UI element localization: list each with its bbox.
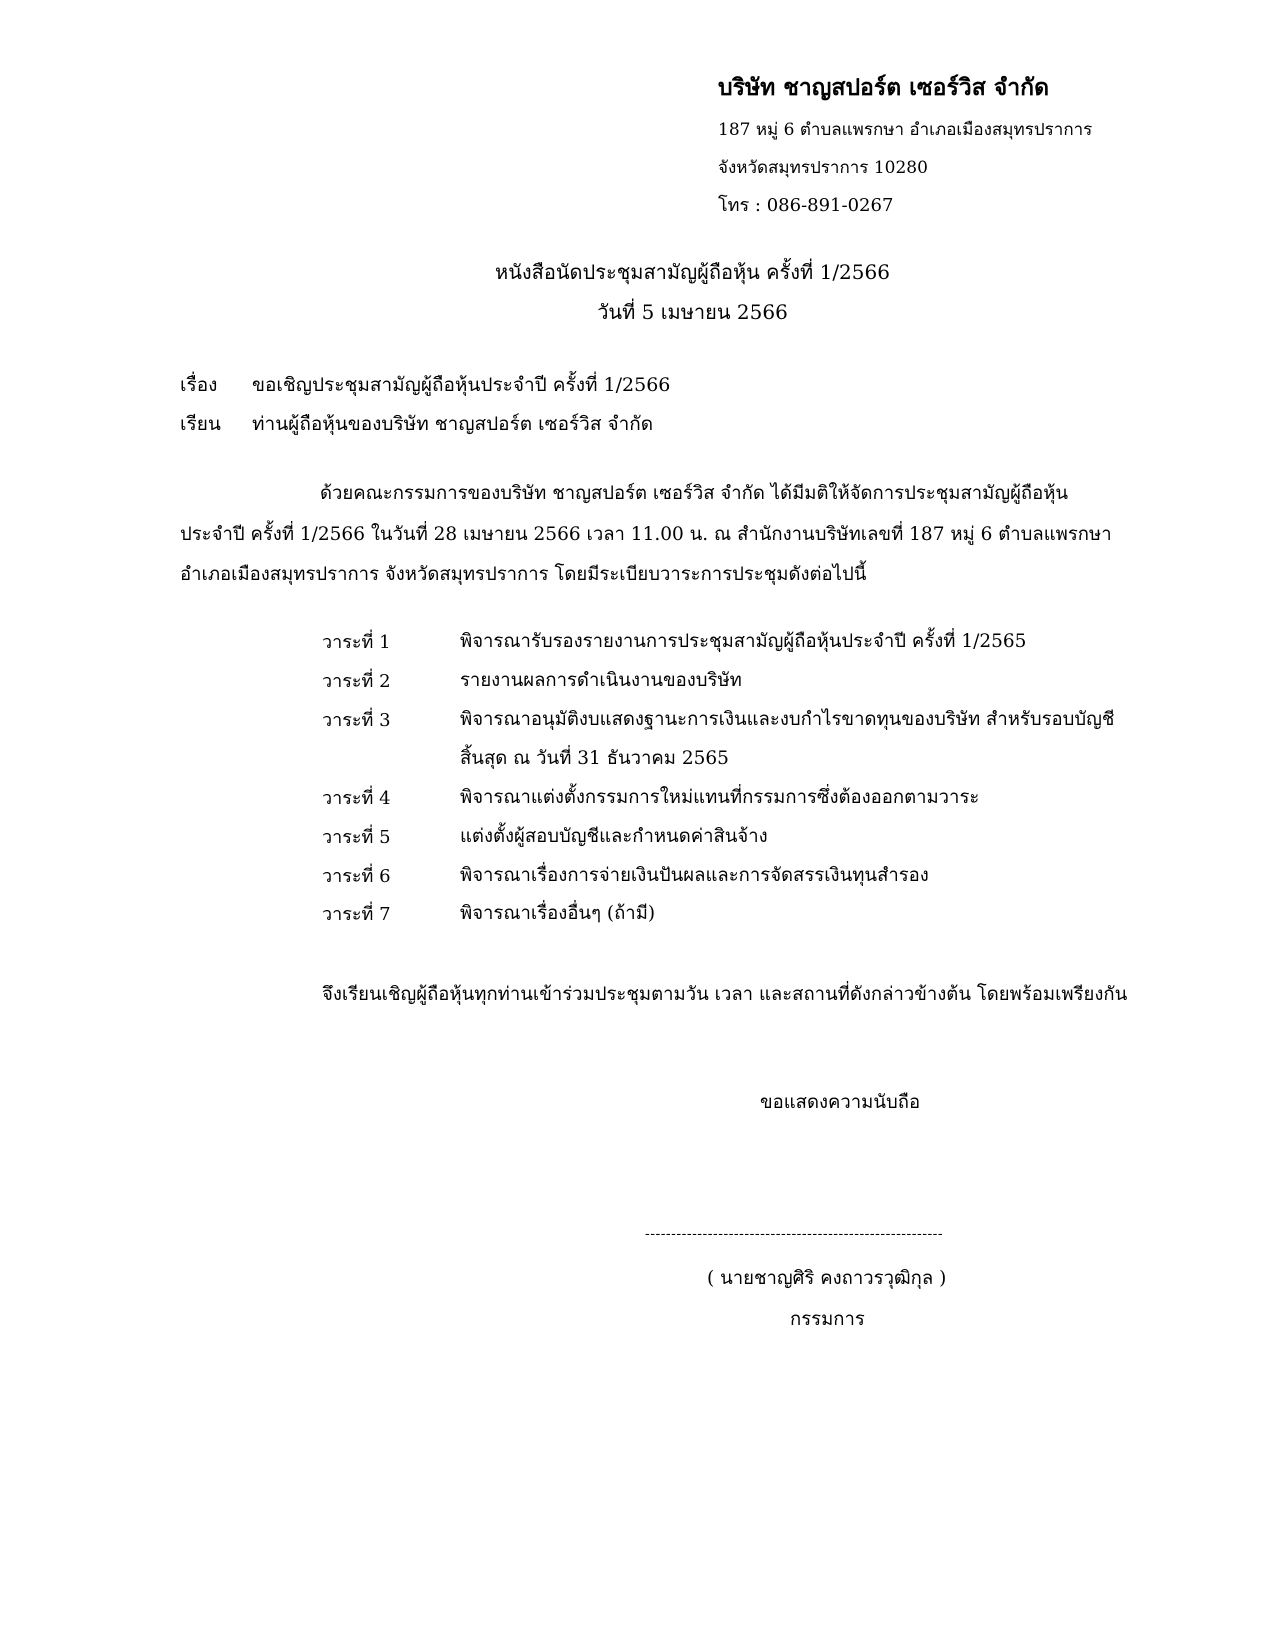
agenda-item-label: วาระที่ 2	[322, 671, 391, 692]
company-name: บริษัท ชาญสปอร์ต เซอร์วิส จำกัด	[718, 74, 1050, 101]
agenda-item-text: รายงานผลการดำเนินงานของบริษัท	[460, 670, 742, 691]
recipient-label: เรียน	[180, 413, 221, 435]
agenda-item-label: วาระที่ 1	[322, 632, 391, 653]
agenda-item-label: วาระที่ 7	[322, 904, 391, 925]
body-paragraph-line: ด้วยคณะกรรมการของบริษัท ชาญสปอร์ต เซอร์วิส จำกัด ได้มีมติให้จัดการประชุมสามัญผู้ถือหุ้น	[320, 483, 1069, 504]
address-line-2: จังหวัดสมุทรปราการ 10280	[718, 158, 928, 178]
signatory-name: ( นายชาญศิริ คงถาวรวุฒิกุล )	[707, 1268, 947, 1289]
agenda-item-text: พิจารณารับรองรายงานการประชุมสามัญผู้ถือหุ้นประจำปี ครั้งที่ 1/2565	[460, 631, 1027, 652]
agenda-item-text: พิจารณาเรื่องอื่นๆ (ถ้ามี)	[460, 903, 656, 924]
phone-number: โทร : 086-891-0267	[718, 195, 894, 216]
agenda-item-text: พิจารณาเรื่องการจ่ายเงินปันผลและการจัดสรรเงินทุนสำรอง	[460, 865, 929, 886]
body-paragraph-line: อำเภอเมืองสมุทรปราการ จังหวัดสมุทรปราการ โดยมีระเบียบวาระการประชุมดังต่อไปนี้	[180, 564, 867, 585]
signature-line: ---------------------------------------------------------	[645, 1226, 944, 1242]
address-line-1: 187 หมู่ 6 ตำบลแพรกษา อำเภอเมืองสมุทรปราการ	[718, 120, 1093, 140]
document-title: หนังสือนัดประชุมสามัญผู้ถือหุ้น ครั้งที่ 1/2566	[495, 260, 890, 284]
closing-paragraph: จึงเรียนเชิญผู้ถือหุ้นทุกท่านเข้าร่วมประชุมตามวัน เวลา และสถานที่ดังกล่าวข้างต้น โดยพร้อมเพรียงกัน	[322, 984, 1128, 1005]
signatory-position: กรรมการ	[790, 1309, 865, 1330]
agenda-item-text: พิจารณาแต่งตั้งกรรมการใหม่แทนที่กรรมการซึ่งต้องออกตามวาระ	[460, 787, 980, 808]
agenda-item-label: วาระที่ 4	[322, 788, 391, 809]
agenda-item-label: วาระที่ 3	[322, 710, 391, 731]
agenda-item-text: พิจารณาอนุมัติงบแสดงฐานะการเงินและงบกำไรขาดทุนของบริษัท สำหรับรอบบัญชี	[460, 709, 1115, 730]
subject-label: เรื่อง	[180, 374, 218, 396]
agenda-item-label: วาระที่ 5	[322, 827, 391, 848]
regards-text: ขอแสดงความนับถือ	[760, 1092, 921, 1113]
recipient-text: ท่านผู้ถือหุ้นของบริษัท ชาญสปอร์ต เซอร์วิส จำกัด	[252, 413, 654, 435]
document-date: วันที่ 5 เมษายน 2566	[597, 300, 788, 324]
agenda-item-label: วาระที่ 6	[322, 866, 391, 887]
agenda-item-text: แต่งตั้งผู้สอบบัญชีและกำหนดค่าสินจ้าง	[460, 826, 768, 847]
body-paragraph-line: ประจำปี ครั้งที่ 1/2566 ในวันที่ 28 เมษายน 2566 เวลา 11.00 น. ณ สำนักงานบริษัทเลขที่ 187 หมู่ 6 ตำบลแพรกษา	[180, 524, 1112, 545]
subject-text: ขอเชิญประชุมสามัญผู้ถือหุ้นประจำปี ครั้งที่ 1/2566	[252, 374, 671, 396]
agenda-item-text-continued: สิ้นสุด ณ วันที่ 31 ธันวาคม 2565	[460, 748, 729, 769]
